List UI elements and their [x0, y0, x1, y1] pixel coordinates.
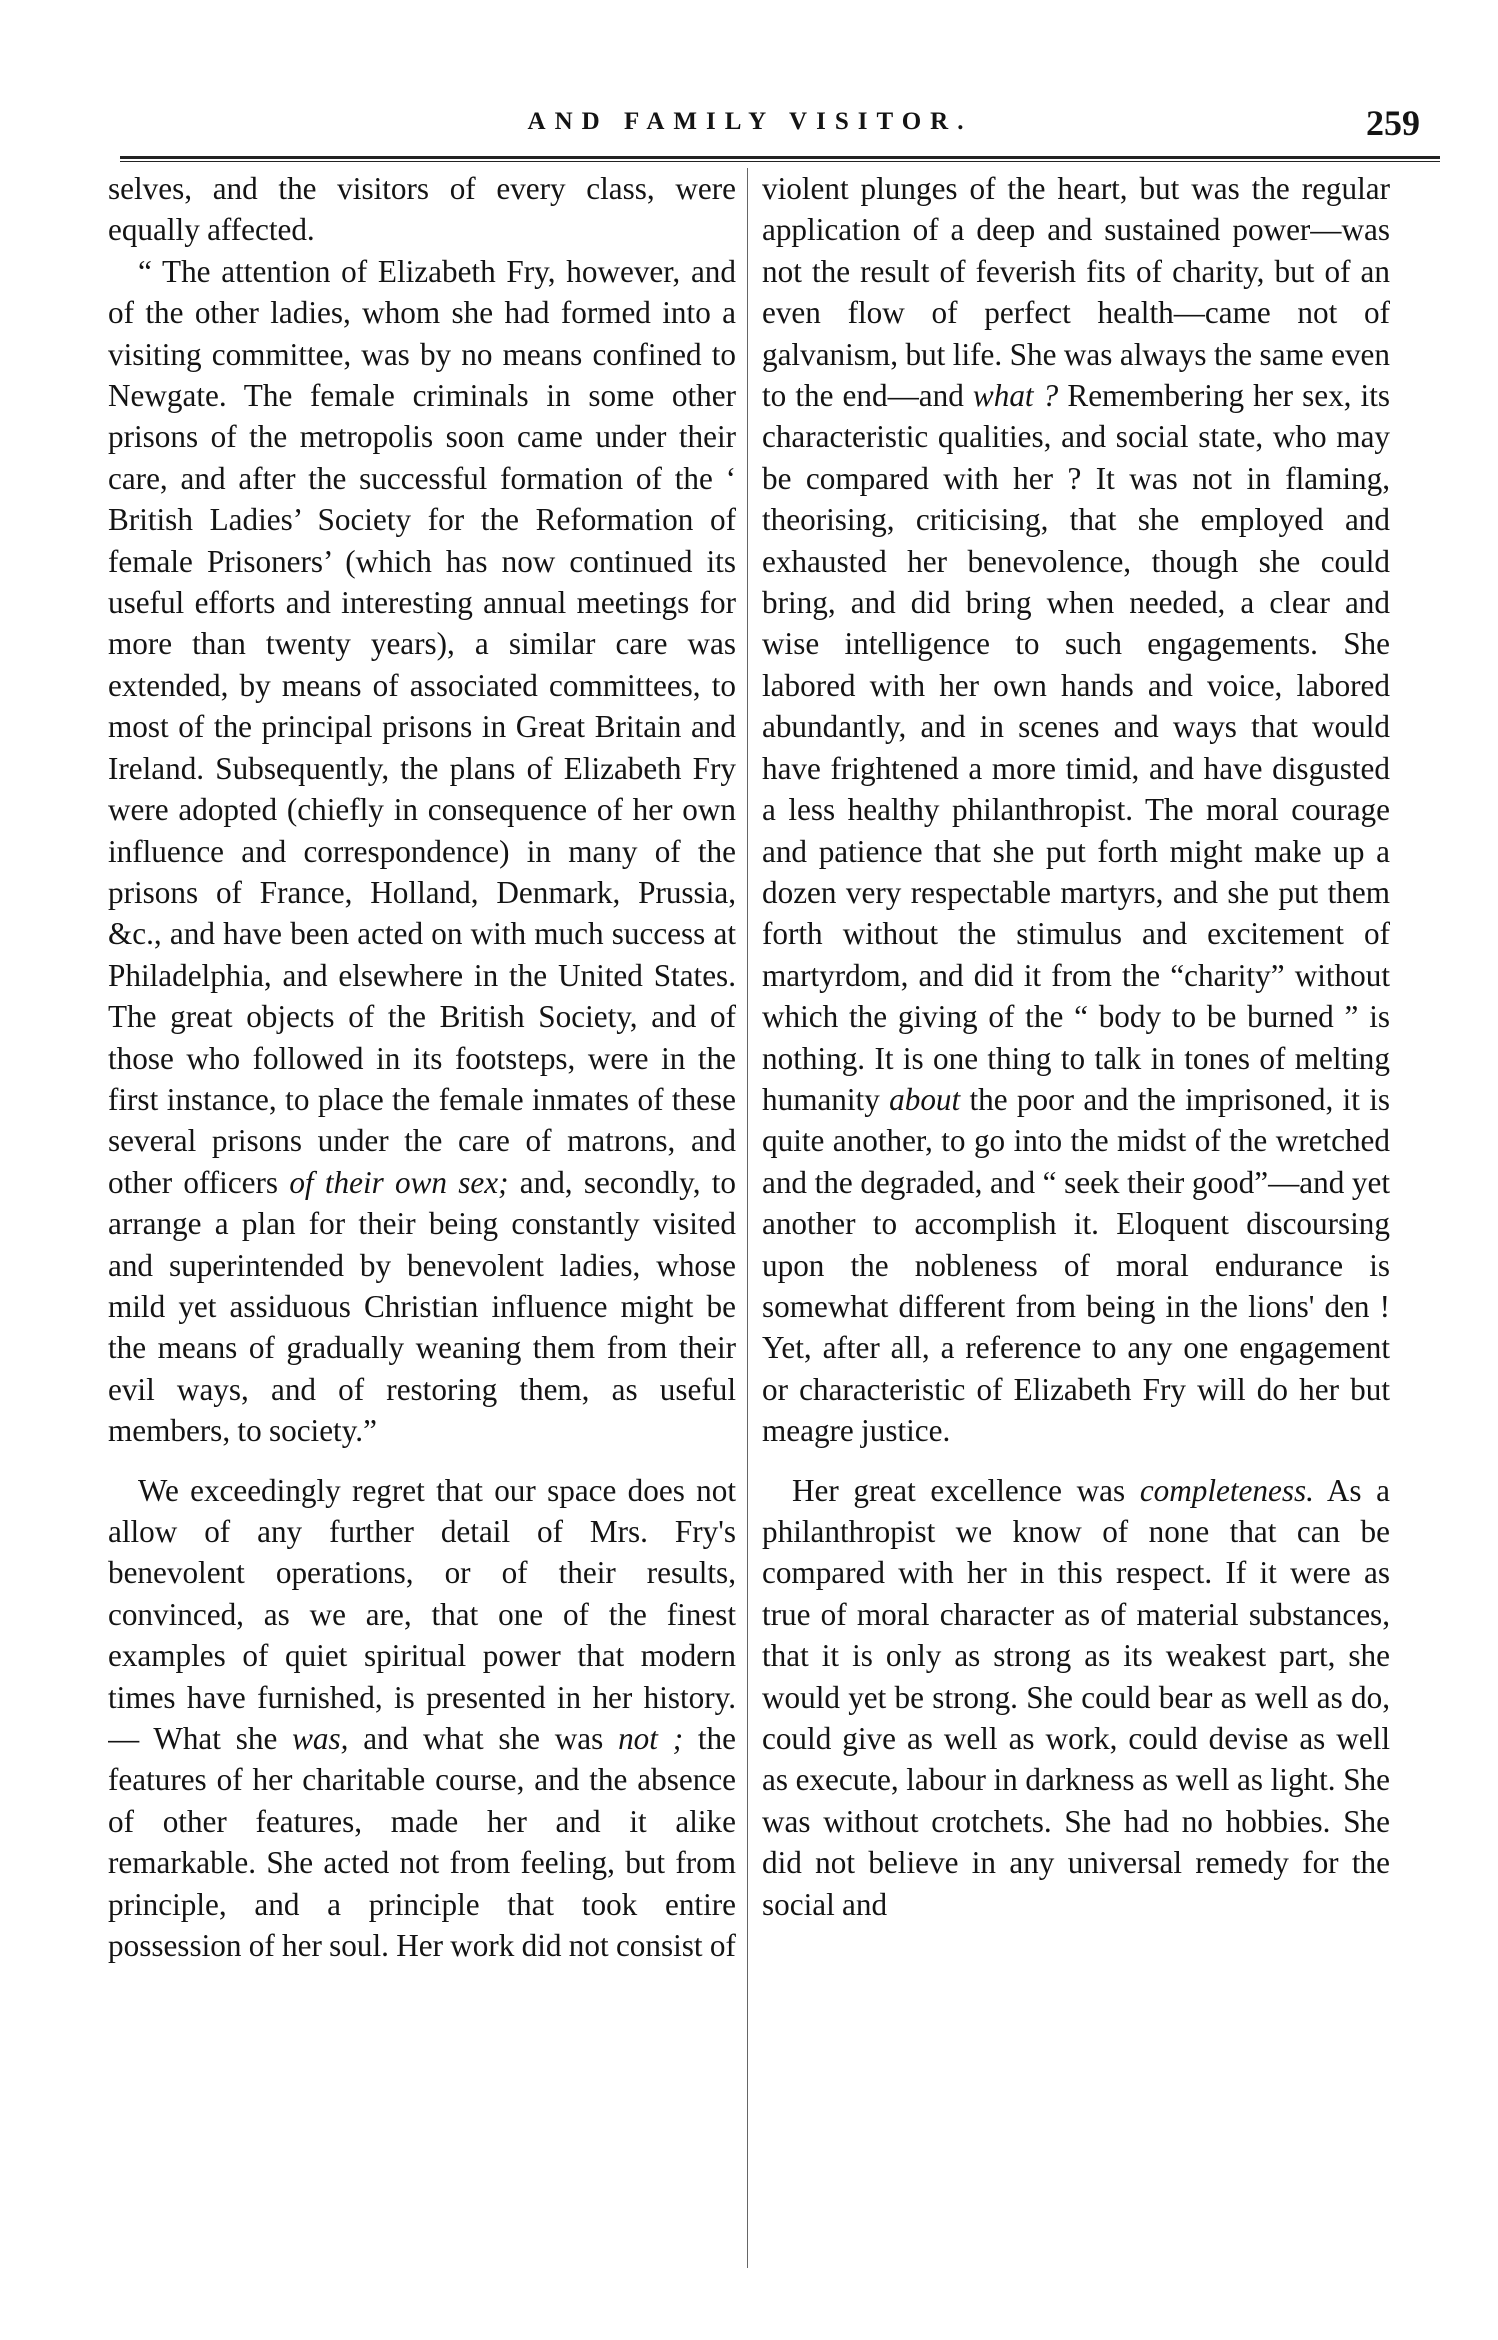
- italic-text: about: [889, 1081, 961, 1117]
- page-header: [80, 102, 1420, 152]
- text: and, secondly, to arrange a plan for their being constantly visited and superintended by benevolent ladies, whose mild yet assiduous Christian influence might be the means of gradually weaning them from their evil ways, and of restoring them, as useful members, to society.”: [108, 1164, 736, 1449]
- text: selves, and the visitors of every class, were equally affected.: [108, 171, 736, 248]
- text: violent plunges of the heart, but was the regular application of a deep and sustained power—was not the result of feverish fits of charity, but of an even flow of perfect health—came not of galvanism, but life. She was always the same even to the end—and: [762, 171, 1390, 414]
- text: We exceedingly regret that our space does not allow of any further detail of Mrs. Fry's benevolent operations, or of their results, convinced, as we are, that one of the finest examples of quiet spiritual power that modern times have furnished, is presented in her history.— What she: [108, 1472, 736, 1757]
- left-column: [108, 168, 736, 2288]
- column-divider: [747, 168, 748, 2268]
- italic-text: completeness.: [1139, 1472, 1314, 1508]
- text: Her great excellence was: [792, 1472, 1126, 1508]
- right-column: [762, 168, 1390, 2288]
- text: Remembering her sex, its characteristic qualities, and social state, who may be compared with her ? It was not in flaming, theorising, criticising, that she employed and exhausted her benevolence, though she could bring, and did bring when needed, a clear and wise intelligence to such engagements. She labored with her own hands and voice, labored abundantly, and in scenes and ways that would have frightened a more timid, and have disgusted a less healthy philanthropist. The moral courage and patience that she put forth might make up a dozen very respectable martyrs, and she put them forth without the stimulus and excitement of martyrdom, and did it from the “charity” without which the giving of the “ body to be burned ” is nothing. It is one thing to talk in tones of melting humanity: [762, 378, 1390, 1117]
- page-number: 259: [1366, 103, 1420, 143]
- paragraph-continuation: [762, 168, 1390, 1452]
- text: the features of her charitable course, and the absence of other features, made her and it alike remarkable. She acted not from feeling, but from principle, and a principle that took entire possession of her soul. Her work did not consist of: [108, 1721, 736, 1964]
- running-head: AND FAMILY VISITOR.: [527, 108, 973, 135]
- italic-text: not ;: [618, 1721, 684, 1757]
- text: and what she was: [363, 1721, 604, 1757]
- paragraph-continuation: [108, 168, 736, 251]
- header-rule: [120, 156, 1440, 162]
- paragraph-regret: [108, 1470, 736, 1967]
- text: “ The attention of Elizabeth Fry, however, and of the other ladies, whom she had formed into a visiting committee, was by no means confined to Newgate. The female criminals in some other prisons of the metropolis soon came under their care, and after the successful formation of the ‘ British Ladies’ Society for the Reformation of female Prisoners’ (which has now continued its useful efforts and interesting annual meetings for more than twenty years), a similar care was extended, by means of associated committees, to most of the principal prisons in Great Britain and Ireland. Subsequently, the plans of Elizabeth Fry were adopted (chiefly in consequence of her own influence and correspondence) in many of the prisons of France, Holland, Denmark, Prussia, &c., and have been acted on with much success at Philadelphia, and elsewhere in the United States. The great objects of the British Society, and of those who followed in its footsteps, were in the first instance, to place the female inmates of these several prisons under the care of matrons, and other officers: [108, 253, 736, 1200]
- text: the poor and the imprisoned, it is quite another, to go into the midst of the wretched and the degraded, and “ seek their good”—and yet another to accomplish it. Eloquent discoursing upon the nobleness of moral endurance is somewhat different from being in the lions' den ! Yet, after all, a reference to any one engagement or characteristic of Elizabeth Fry will do her but meagre justice.: [762, 1081, 1390, 1449]
- paragraph-quotation: [108, 251, 736, 1452]
- italic-text: of their own sex;: [289, 1164, 509, 1200]
- italic-text: was,: [292, 1721, 349, 1757]
- text: As a philanthropist we know of none that can be compared with her in this respect. If it were as true of moral character as of material substances, that it is only as strong as its weakest part, she would yet be strong. She could bear as well as do, could give as well as work, could devise as well as execute, labour in darkness as well as light. She was without crotchets. She had no hobbies. She did not believe in any universal remedy for the social and: [762, 1472, 1390, 1922]
- italic-text: what ?: [972, 378, 1059, 414]
- paragraph-excellence: [762, 1470, 1390, 1925]
